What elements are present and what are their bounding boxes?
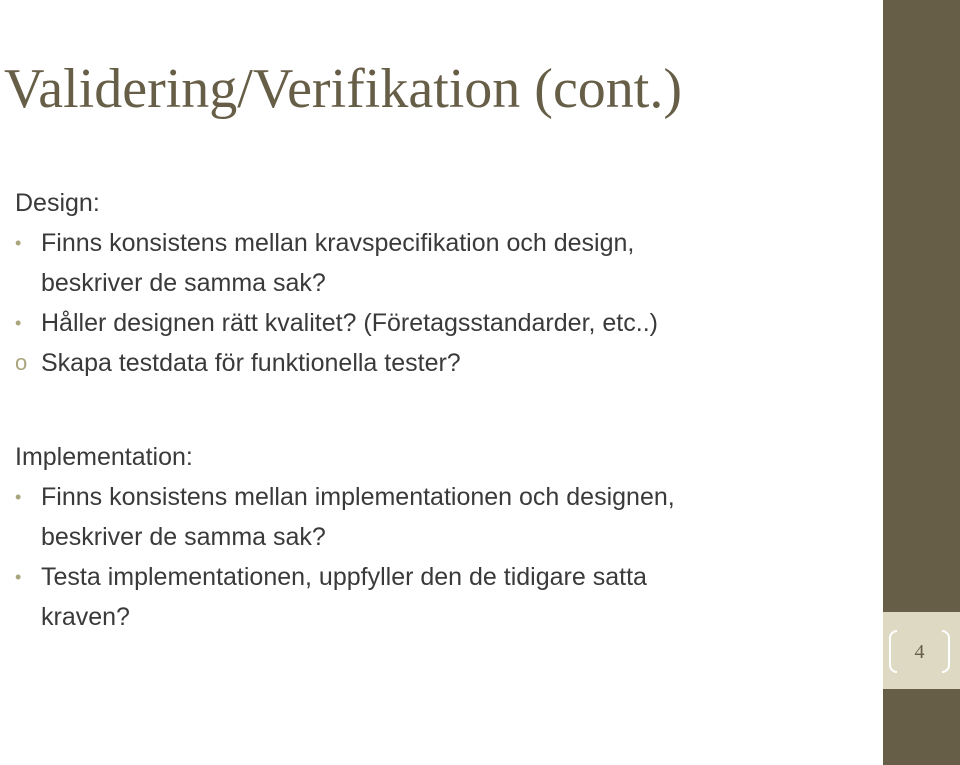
page-number-bracket-right <box>942 630 950 673</box>
implementation-item-test-line1: Testa implementationen, uppfyller den de tidigare satta <box>41 563 647 591</box>
design-item-quality <box>15 303 875 343</box>
slide-title: Validering/Verifikation (cont.) <box>4 58 683 120</box>
design-item-quality-text: Håller designen rätt kvalitet? (Företagsstandarder, etc..) <box>41 309 658 337</box>
design-item-consistency-line2: beskriver de samma sak? <box>41 269 326 297</box>
implementation-heading: Implementation: <box>15 443 193 471</box>
design-item-testdata-text: Skapa testdata för funktionella tester? <box>41 349 461 377</box>
section-gap <box>15 383 875 437</box>
implementation-item-test <box>15 557 875 637</box>
bullet-icon: • <box>15 487 22 507</box>
page-number-bracket-left <box>889 630 897 673</box>
design-item-testdata <box>15 343 875 383</box>
implementation-item-test-line2: kraven? <box>41 603 130 631</box>
slide-body <box>15 183 875 637</box>
bullet-icon: • <box>15 313 22 333</box>
design-heading: Design: <box>15 189 100 217</box>
implementation-item-consistency <box>15 477 875 557</box>
implementation-item-consistency-line1: Finns konsistens mellan implementationen och designen, <box>41 483 675 511</box>
design-item-consistency <box>15 223 875 303</box>
circle-bullet-icon: o <box>15 350 28 375</box>
implementation-item-consistency-line2: beskriver de samma sak? <box>41 523 326 551</box>
page-number: 4 <box>914 641 925 663</box>
bullet-icon: • <box>15 567 22 587</box>
design-item-consistency-line1: Finns konsistens mellan kravspecifikation och design, <box>41 229 635 257</box>
bullet-icon: • <box>15 233 22 253</box>
